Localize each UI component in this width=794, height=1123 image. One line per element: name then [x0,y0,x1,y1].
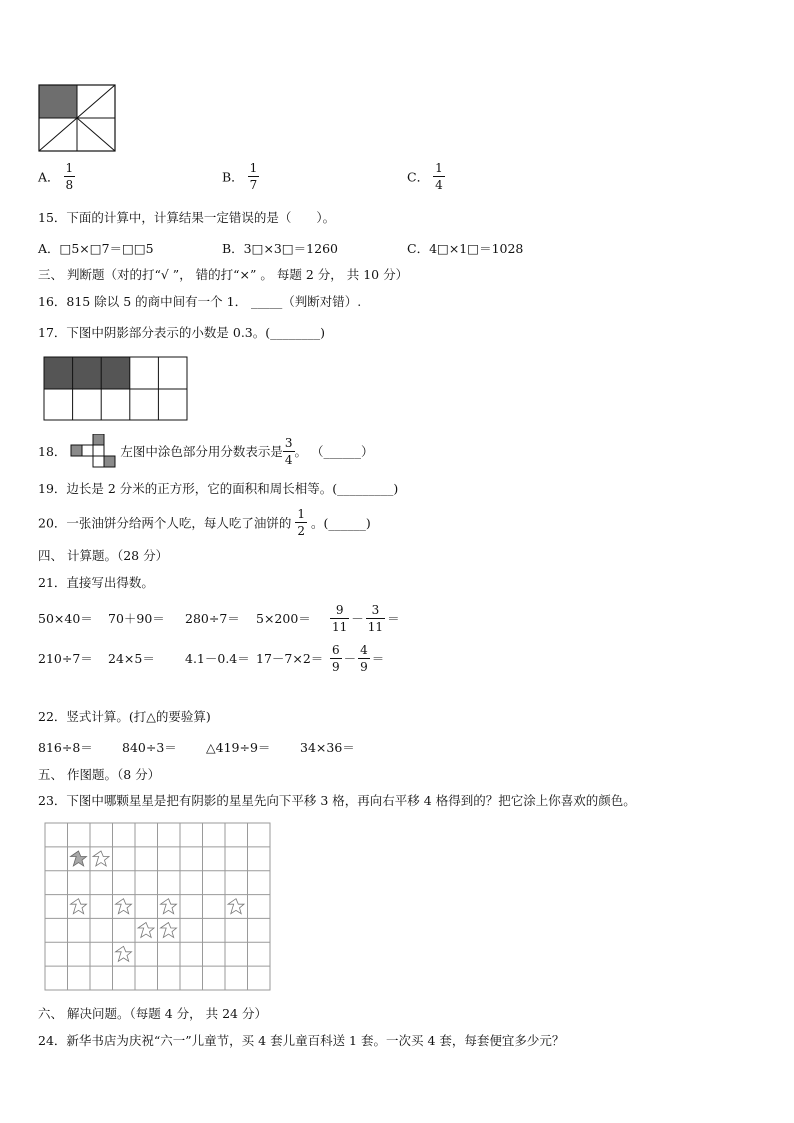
star [161,923,177,938]
q14-option-c: C． $\frac{1}{4}$ [407,161,443,192]
q21-row1: 50×40＝ 70＋90＝ 280÷7＝ 5×200＝ $\frac{9}{11}$ － $\frac{3}{11}$ ＝ [38,602,400,634]
q21-title: 21．直接写出得数。 [38,575,154,590]
q14-option-b: B． $\frac{1}{7}$ [222,161,258,192]
q17-text: 17．下图中阴影部分表示的小数是 0.3。(________) [38,325,326,340]
star [93,851,109,866]
section-3-heading: 三、 判断题（对的打“√ ”， 错的打“×” 。 每题 2 分， 共 10 分） [38,267,409,282]
q21-row2: 210÷7＝ 24×5＝ 4.1－0.4＝ 17－7×2＝ $\frac{6}{9}$ － $\frac{4}{9}$ ＝ [38,642,385,674]
q17-grid [43,356,189,422]
q14-option-a: A． $\frac{1}{8}$ [38,161,74,192]
q23-text: 23．下图中哪颗星星是把有阴影的星星先向下平移 3 格，再向右平移 4 格得到的？把它涂上你喜欢的颜色。 [38,793,636,808]
q20-line: 20．一张油饼分给两个人吃，每人吃了油饼的 $\frac{1}{2}$ 。(______) [38,507,371,538]
section-4-heading: 四、 计算题。（28 分） [38,548,169,563]
star [116,899,132,914]
q18-line: 18． 左图中涂色部分用分数表示是 $\frac{3}{4}$ 。 （______） [38,435,374,467]
star [161,899,177,914]
q15-option-c: C．4□×1□＝1028 [407,241,524,256]
q19-text: 19．边长是 2 分米的正方形，它的面积和周长相等。(_________) [38,481,399,496]
q24-text: 24．新华书店为庆祝“六一”儿童节，买 4 套儿童百科送 1 套。一次买 4 套，每套便宜多少元？ [38,1033,565,1048]
star [228,899,244,914]
q15-option-b: B．3□×3□＝1260 [222,241,338,256]
q14-shaded-part [39,85,77,118]
q15-text: 15．下面的计算中，计算结果一定错误的是（ ）。 [38,210,336,225]
star [138,923,154,938]
q15-option-a: A．□5×□7＝□□5 [38,241,154,256]
q18-cube-net [70,434,116,468]
shaded-star [71,851,87,866]
q23-star-grid [44,822,272,992]
section-5-heading: 五、 作图题。（8 分） [38,767,161,782]
q22-items: 816÷8＝ 840÷3＝ △419÷9＝ 34×36＝ [38,740,355,755]
q16-text: 16．815 除以 5 的商中间有一个 1． _____（判断对错）. [38,294,362,309]
q14-figure [38,84,116,152]
section-6-heading: 六、 解决问题。（每题 4 分， 共 24 分） [38,1006,267,1021]
q22-title: 22．竖式计算。(打△的要验算) [38,709,211,724]
star [71,899,87,914]
star [116,946,132,961]
